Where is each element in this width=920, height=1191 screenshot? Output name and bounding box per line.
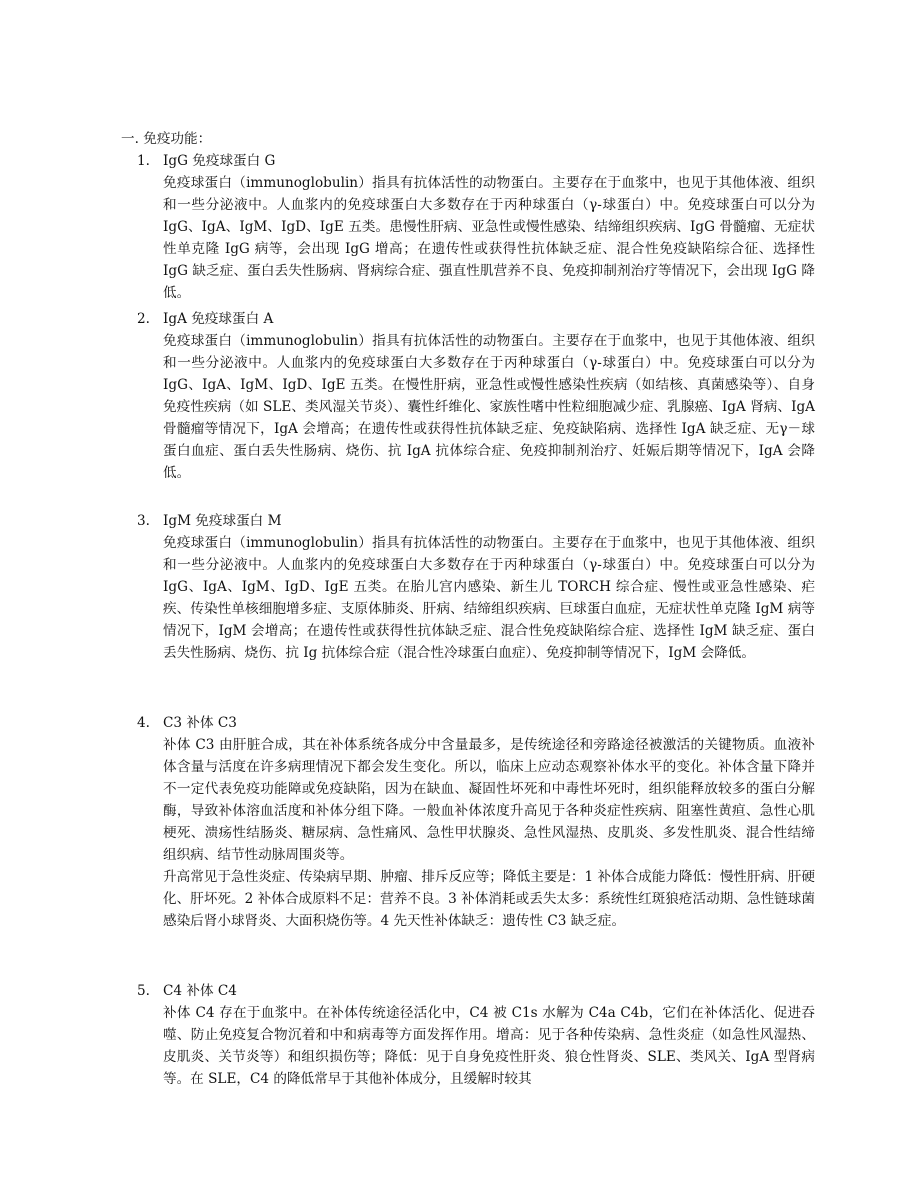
item-number: 2. [137, 311, 150, 327]
paragraph: 免疫球蛋白（immunoglobulin）指具有抗体活性的动物蛋白。主要存在于血浆中，也见于其他体液、组织和一些分泌液中。人血浆内的免疫球蛋白大多数存在于丙种球蛋白（γ-球蛋白）中。免疫球蛋白可以分为 IgG、IgA、IgM、IgD、IgE 五类。患慢性肝病、亚急性或慢性感染、结缔组织疾病、IgG 骨髓瘤、无症状性单克隆 IgG 病等，会出现 IgG 增高；在遗传性或获得性抗体缺乏症、混合性免疫缺陷综合征、选择性 IgG 缺乏症、蛋白丢失性肠病、肾病综合症、强直性肌营养不良、免疫抑制剂治疗等情况下，会出现 IgG 降低。 [163, 175, 815, 301]
section-heading: 一. 免疫功能： [121, 131, 212, 147]
item-title: IgM 免疫球蛋白 M [163, 513, 282, 529]
paragraph: 补体 C4 存在于血浆中。在补体传统途径活化中，C4 被 C1s 水解为 C4a C4b，它们在补体活化、促进吞噬、防止免疫复合物沉着和中和病毒等方面发挥作用。增高：见于各种传染病、急性炎症（如急性风湿热、皮肌炎、关节炎等）和组织损伤等；降低：见于自身免疫性肝炎、狼仓性肾炎、SLE、类风关、IgA 型肾病等。在 SLE，C4 的降低常早于其他补体成分，且缓解时较其 [163, 1005, 815, 1087]
item-body [163, 1002, 815, 1090]
item-body [163, 330, 815, 484]
item-number: 4. [137, 715, 150, 731]
item-number: 1. [137, 153, 150, 169]
item-number: 5. [137, 983, 150, 999]
item-body [163, 172, 815, 304]
paragraph: 免疫球蛋白（immunoglobulin）指具有抗体活性的动物蛋白。主要存在于血浆中，也见于其他体液、组织和一些分泌液中。人血浆内的免疫球蛋白大多数存在于丙种球蛋白（γ-球蛋白）中。免疫球蛋白可以分为 IgG、IgA、IgM、IgD、IgE 五类。在慢性肝病，亚急性或慢性感染性疾病（如结核、真菌感染等）、自身免疫性疾病（如 SLE、类风湿关节炎）、囊性纤维化、家族性嗜中性粒细胞减少症、乳腺癌、IgA 肾病、IgA 骨髓瘤等情况下，IgA 会增高；在遗传性或获得性抗体缺乏症、免疫缺陷病、选择性 IgA 缺乏症、无γ－球蛋白血症、蛋白丢失性肠病、烧伤、抗 IgA 抗体综合症、免疫抑制剂治疗、妊娠后期等情况下，IgA 会降低。 [163, 333, 815, 481]
item-title: C3 补体 C3 [163, 715, 237, 731]
item-title: IgG 免疫球蛋白 G [163, 153, 276, 169]
paragraph: 免疫球蛋白（immunoglobulin）指具有抗体活性的动物蛋白。主要存在于血浆中，也见于其他体液、组织和一些分泌液中。人血浆内的免疫球蛋白大多数存在于丙种球蛋白（γ-球蛋白）中。免疫球蛋白可以分为 IgG、IgA、IgM、IgD、IgE 五类。在胎儿宫内感染、新生儿 TORCH 综合症、慢性或亚急性感染、疟疾、传染性单核细胞增多症、支原体肺炎、肝病、结缔组织疾病、巨球蛋白血症，无症状性单克隆 IgM 病等情况下，IgM 会增高；在遗传性或获得性抗体缺乏症、混合性免疫缺陷综合症、选择性 IgM 缺乏症、蛋白丢失性肠病、烧伤、抗 Ig 抗体综合症（混合性冷球蛋白血症）、免疫抑制等情况下，IgM 会降低。 [163, 535, 815, 661]
paragraph: 补体 C3 由肝脏合成，其在补体系统各成分中含量最多，是传统途径和旁路途径被激活的关键物质。血液补体含量与活度在许多病理情况下都会发生变化。所以，临床上应动态观察补体水平的变化。补体含量下降并不一定代表免疫功能障或免疫缺陷，因为在缺血、凝固性坏死和中毒性坏死时，组织能释放较多的蛋白分解酶，导致补体溶血活度和补体分组下降。一般血补体浓度升高见于各种炎症性疾病、阻塞性黄疸、急性心肌梗死、溃疡性结肠炎、糖尿病、急性痛风、急性甲状腺炎、急性风湿热、皮肌炎、多发性肌炎、混合性结缔组织病、结节性动脉周围炎等。 [163, 737, 815, 863]
item-number: 3. [137, 513, 150, 529]
item-title: IgA 免疫球蛋白 A [163, 311, 274, 327]
item-body [163, 734, 815, 932]
item-body [163, 532, 815, 664]
item-title: C4 补体 C4 [163, 983, 237, 999]
paragraph: 升高常见于急性炎症、传染病早期、肿瘤、排斥反应等；降低主要是：1 补体合成能力降低：慢性肝病、肝硬化、肝坏死。2 补体合成原料不足：营养不良。3 补体消耗或丢失太多：系统性红斑狼疮活动期、急性链球菌感染后肾小球肾炎、大面积烧伤等。4 先天性补体缺乏：遗传性 C3 缺乏症。 [163, 869, 815, 929]
